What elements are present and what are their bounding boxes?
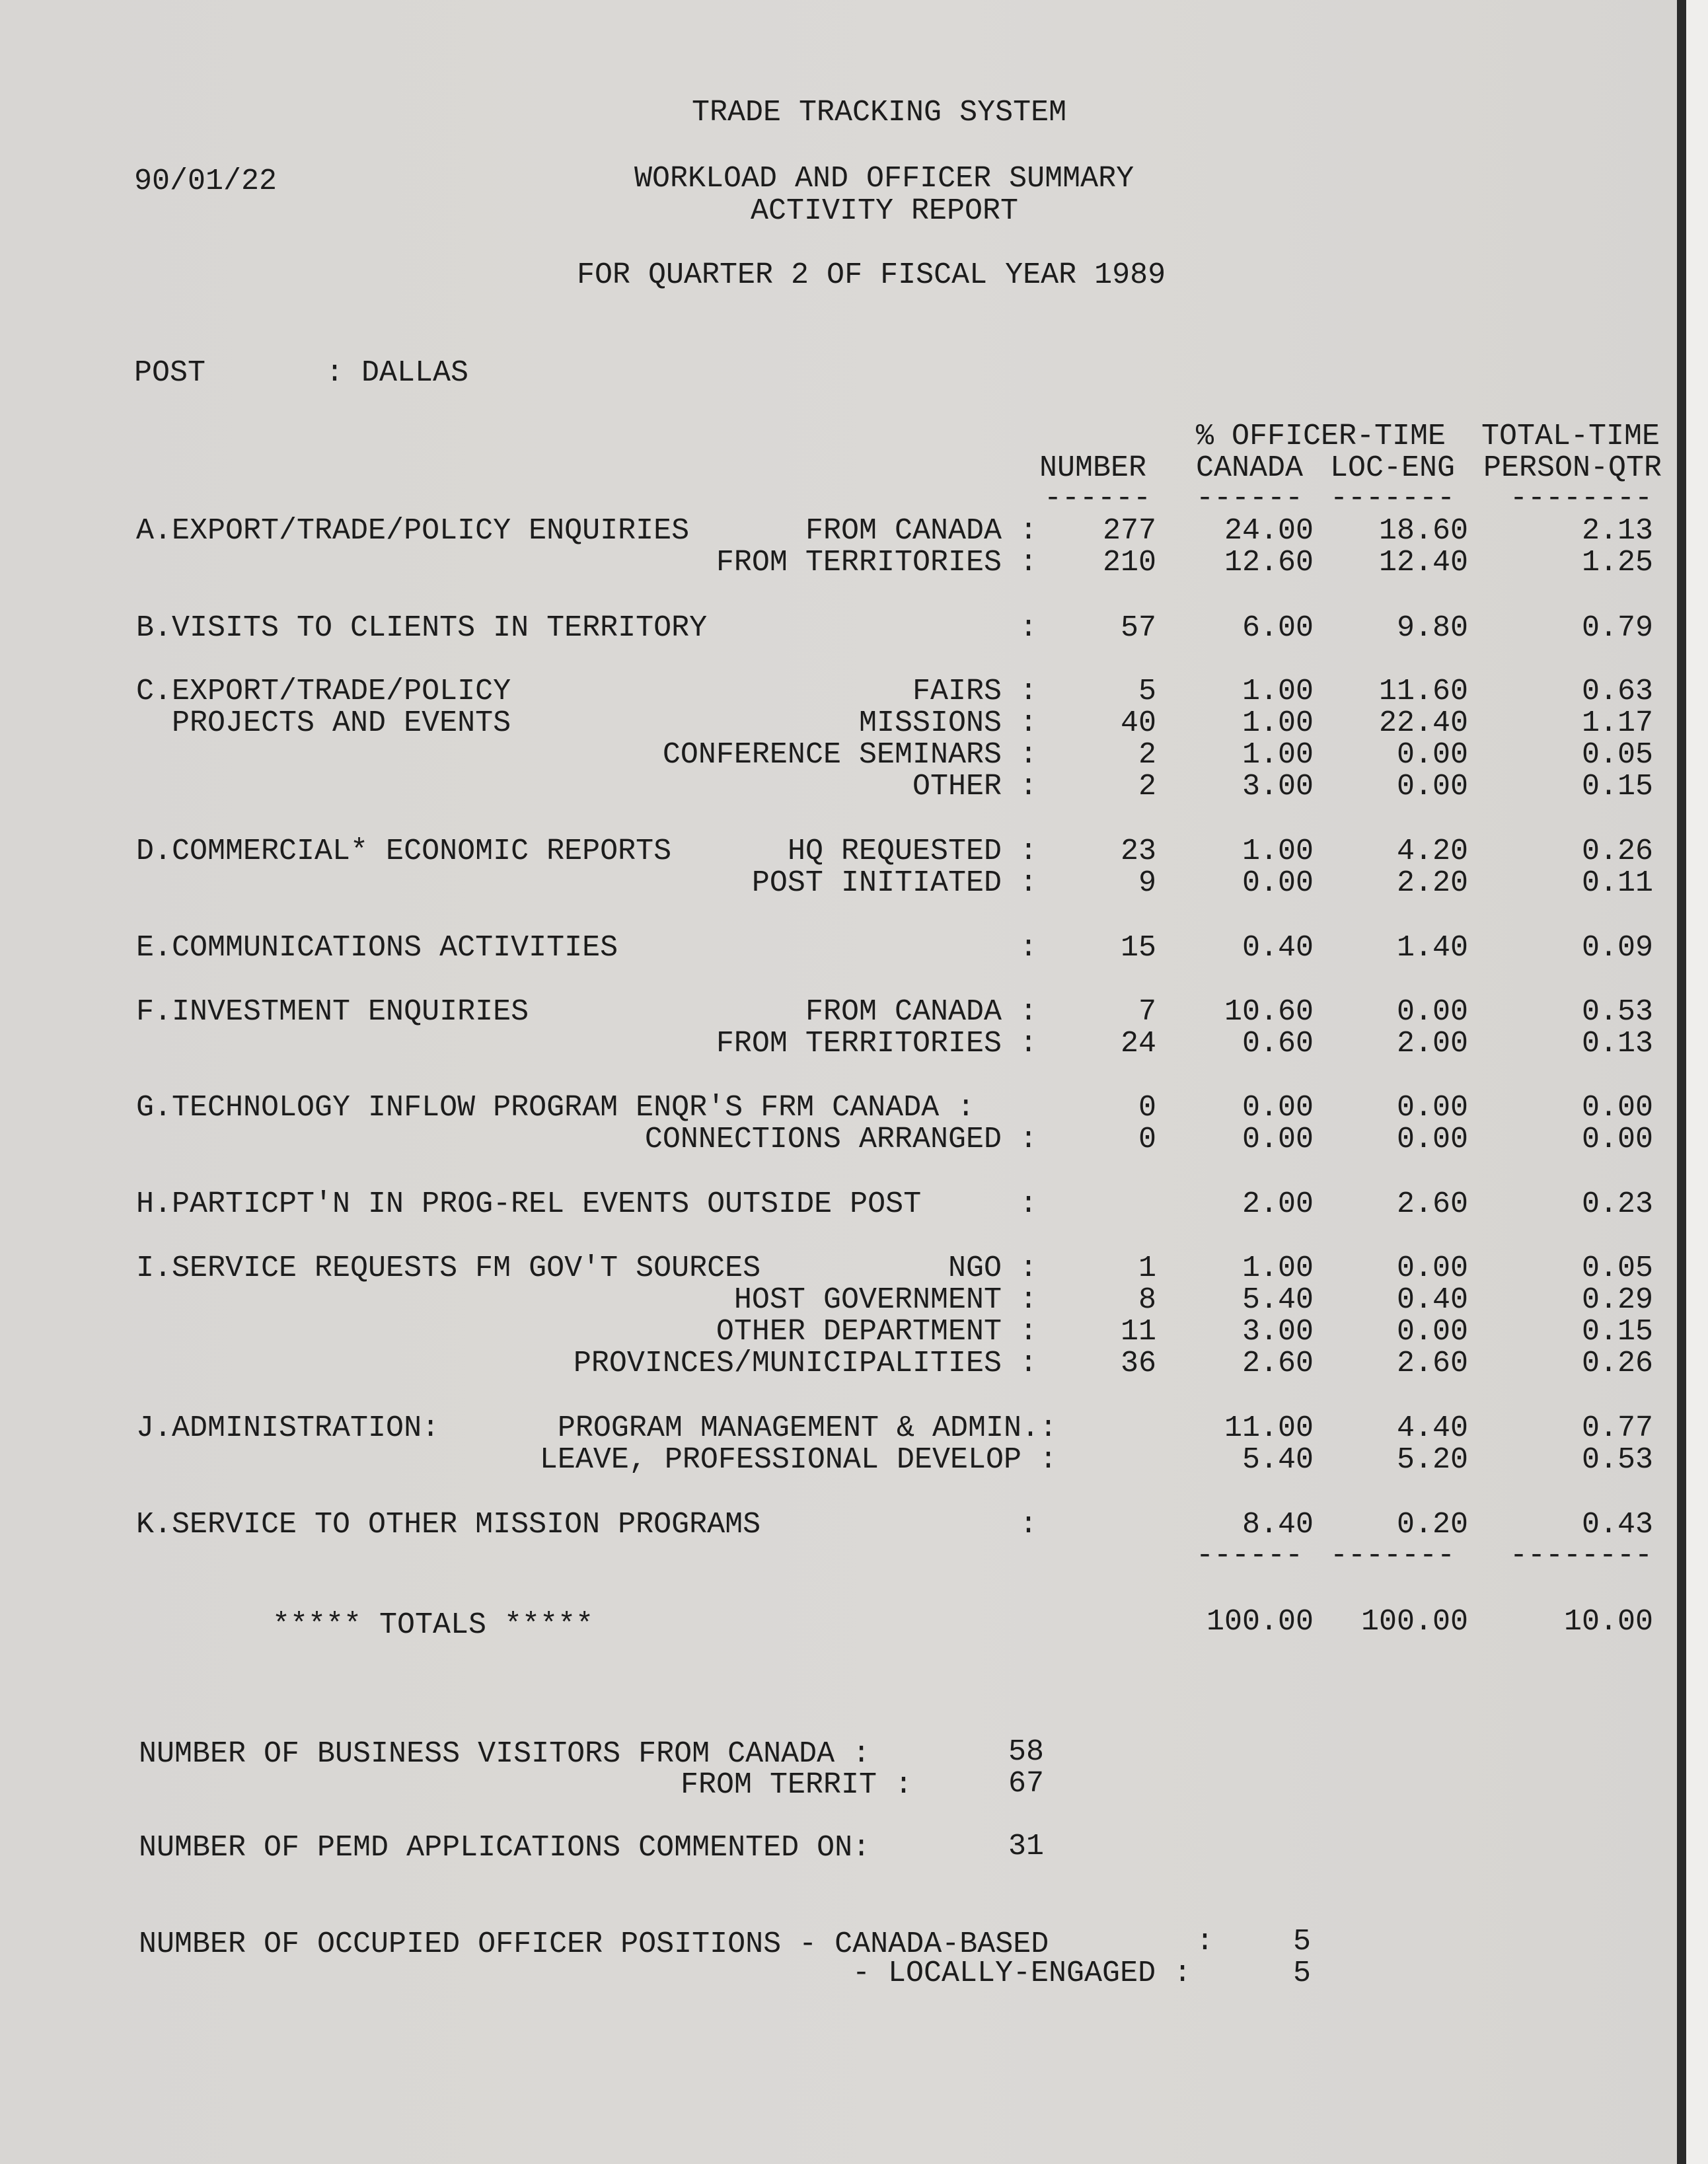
row-sublabel: FROM TERRITORIES : xyxy=(716,1027,1037,1061)
row-person-qtr: 0.26 xyxy=(1581,1347,1653,1380)
row-canada-pct: 0.00 xyxy=(1242,866,1314,900)
row-number: 0 xyxy=(1138,1123,1156,1156)
row-sublabel: POST INITIATED : xyxy=(751,866,1037,900)
row-loceng-pct: 0.00 xyxy=(1396,1123,1468,1156)
rule-loc-eng: ------- xyxy=(1330,482,1456,515)
row-number: 57 xyxy=(1120,611,1156,645)
rule-canada: ------ xyxy=(1196,482,1304,515)
row-person-qtr: 0.26 xyxy=(1581,835,1653,868)
totals-loc-eng: 100.00 xyxy=(1360,1605,1468,1639)
positions-label: NUMBER OF OCCUPIED OFFICER POSITIONS - CANADA-BASED xyxy=(139,1927,1049,1961)
row-person-qtr: 0.53 xyxy=(1581,1443,1653,1477)
page-edge-margin xyxy=(1686,0,1708,2164)
row-number: 0 xyxy=(1138,1091,1156,1125)
row-person-qtr: 0.09 xyxy=(1581,931,1653,965)
visitors-territ-label: FROM TERRIT : xyxy=(681,1768,913,1802)
row-number: 277 xyxy=(1102,514,1156,548)
row-canada-pct: 5.40 xyxy=(1242,1443,1314,1477)
row-person-qtr: 0.15 xyxy=(1581,770,1653,803)
row-loceng-pct: 2.00 xyxy=(1396,1027,1468,1061)
row-canada-pct: 0.60 xyxy=(1242,1027,1314,1061)
row-number: 36 xyxy=(1120,1347,1156,1380)
row-loceng-pct: 0.00 xyxy=(1396,1091,1468,1125)
row-loceng-pct: 4.20 xyxy=(1396,835,1468,868)
row-person-qtr: 0.00 xyxy=(1581,1091,1653,1125)
row-sublabel: FROM CANADA : xyxy=(805,514,1037,548)
row-sublabel: CONFERENCE SEMINARS : xyxy=(662,738,1037,772)
row-loceng-pct: 9.80 xyxy=(1396,611,1468,645)
header-officer-time: % OFFICER-TIME xyxy=(1196,420,1446,453)
row-loceng-pct: 0.00 xyxy=(1396,1315,1468,1349)
row-loceng-pct: 2.20 xyxy=(1396,866,1468,900)
page-edge-shadow xyxy=(1677,0,1686,2164)
row-sublabel: OTHER : xyxy=(912,770,1037,803)
row-number: 210 xyxy=(1102,546,1156,579)
post-label: POST xyxy=(134,356,206,390)
row-number: 2 xyxy=(1138,770,1156,803)
totals-label: ***** TOTALS ***** xyxy=(272,1608,594,1642)
row-loceng-pct: 11.60 xyxy=(1378,675,1468,708)
row-loceng-pct: 0.20 xyxy=(1396,1508,1468,1542)
totals-canada: 100.00 xyxy=(1206,1605,1314,1639)
row-canada-pct: 2.00 xyxy=(1242,1187,1314,1221)
row-sublabel: FROM CANADA : xyxy=(805,995,1037,1029)
row-sublabel: HQ REQUESTED : xyxy=(787,835,1037,868)
row-person-qtr: 0.05 xyxy=(1581,1251,1653,1285)
row-loceng-pct: 0.00 xyxy=(1396,770,1468,803)
header-total-time: TOTAL-TIME xyxy=(1481,420,1660,453)
post-value: : DALLAS xyxy=(326,356,469,390)
row-sublabel: FROM TERRITORIES : xyxy=(716,546,1037,579)
row-loceng-pct: 1.40 xyxy=(1396,931,1468,965)
row-sublabel: LEAVE, PROFESSIONAL DEVELOP : xyxy=(539,1443,1057,1477)
row-loceng-pct: 0.00 xyxy=(1396,738,1468,772)
row-sublabel: : xyxy=(1019,931,1037,965)
row-person-qtr: 0.53 xyxy=(1581,995,1653,1029)
report-period: FOR QUARTER 2 OF FISCAL YEAR 1989 xyxy=(577,258,1166,292)
totals-person-qtr: 10.00 xyxy=(1563,1605,1653,1639)
row-sublabel: : xyxy=(1019,1187,1037,1221)
row-person-qtr: 0.29 xyxy=(1581,1283,1653,1317)
row-category: J.ADMINISTRATION: xyxy=(136,1411,440,1445)
row-canada-pct: 1.00 xyxy=(1242,675,1314,708)
row-sublabel: CONNECTIONS ARRANGED : xyxy=(644,1123,1037,1156)
row-category: H.PARTICPT'N IN PROG-REL EVENTS OUTSIDE POST xyxy=(136,1187,922,1221)
row-category: B.VISITS TO CLIENTS IN TERRITORY xyxy=(136,611,708,645)
row-number: 40 xyxy=(1120,706,1156,740)
row-number: 9 xyxy=(1138,866,1156,900)
row-category: C.EXPORT/TRADE/POLICY xyxy=(136,675,511,708)
row-sublabel: HOST GOVERNMENT : xyxy=(733,1283,1037,1317)
row-person-qtr: 0.15 xyxy=(1581,1315,1653,1349)
row-category: E.COMMUNICATIONS ACTIVITIES xyxy=(136,931,618,965)
rule-person-qtr: -------- xyxy=(1510,482,1653,515)
row-number: 15 xyxy=(1120,931,1156,965)
row-loceng-pct: 5.20 xyxy=(1396,1443,1468,1477)
system-title: TRADE TRACKING SYSTEM xyxy=(692,96,1067,130)
header-person-qtr: PERSON-QTR xyxy=(1483,451,1662,485)
positions-cb-colon: : xyxy=(1196,1925,1214,1959)
header-loc-eng: LOC-ENG xyxy=(1330,451,1456,485)
row-loceng-pct: 2.60 xyxy=(1396,1187,1468,1221)
row-category: F.INVESTMENT ENQUIRIES xyxy=(136,995,529,1029)
row-number: 23 xyxy=(1120,835,1156,868)
row-number: 8 xyxy=(1138,1283,1156,1317)
row-sublabel: OTHER DEPARTMENT : xyxy=(716,1315,1037,1349)
positions-canada-based-value: 5 xyxy=(1292,1925,1311,1959)
report-subtitle: ACTIVITY REPORT xyxy=(751,194,1019,228)
row-category: I.SERVICE REQUESTS FM GOV'T SOURCES xyxy=(136,1251,761,1285)
row-category: G.TECHNOLOGY INFLOW PROGRAM ENQR'S FRM CANADA : xyxy=(136,1091,975,1125)
pemd-label: NUMBER OF PEMD APPLICATIONS COMMENTED ON: xyxy=(139,1831,871,1865)
row-canada-pct: 24.00 xyxy=(1224,514,1314,548)
row-person-qtr: 0.05 xyxy=(1581,738,1653,772)
row-number: 24 xyxy=(1120,1027,1156,1061)
row-loceng-pct: 0.00 xyxy=(1396,995,1468,1029)
row-person-qtr: 0.00 xyxy=(1581,1123,1653,1156)
row-category: D.COMMERCIAL* ECONOMIC REPORTS xyxy=(136,835,672,868)
row-canada-pct: 11.00 xyxy=(1224,1411,1314,1445)
row-canada-pct: 8.40 xyxy=(1242,1508,1314,1542)
row-category: K.SERVICE TO OTHER MISSION PROGRAMS xyxy=(136,1508,761,1542)
row-person-qtr: 2.13 xyxy=(1581,514,1653,548)
row-canada-pct: 1.00 xyxy=(1242,706,1314,740)
row-sublabel: FAIRS : xyxy=(912,675,1037,708)
row-sublabel: NGO : xyxy=(947,1251,1037,1285)
row-canada-pct: 6.00 xyxy=(1242,611,1314,645)
row-canada-pct: 12.60 xyxy=(1224,546,1314,579)
row-canada-pct: 3.00 xyxy=(1242,770,1314,803)
row-canada-pct: 1.00 xyxy=(1242,835,1314,868)
report-date: 90/01/22 xyxy=(134,165,278,198)
row-sublabel: : xyxy=(1019,611,1037,645)
row-person-qtr: 0.43 xyxy=(1581,1508,1653,1542)
row-canada-pct: 0.00 xyxy=(1242,1091,1314,1125)
row-category: A.EXPORT/TRADE/POLICY ENQUIRIES xyxy=(136,514,690,548)
rule-number: ------ xyxy=(1044,482,1152,515)
row-person-qtr: 0.77 xyxy=(1581,1411,1653,1445)
row-person-qtr: 0.13 xyxy=(1581,1027,1653,1061)
row-person-qtr: 1.25 xyxy=(1581,546,1653,579)
row-canada-pct: 5.40 xyxy=(1242,1283,1314,1317)
row-loceng-pct: 0.40 xyxy=(1396,1283,1468,1317)
positions-locally-engaged-value: 5 xyxy=(1292,1957,1311,1990)
row-loceng-pct: 12.40 xyxy=(1378,546,1468,579)
row-number: 11 xyxy=(1120,1315,1156,1349)
header-canada: CANADA xyxy=(1196,451,1304,485)
row-person-qtr: 0.63 xyxy=(1581,675,1653,708)
row-loceng-pct: 4.40 xyxy=(1396,1411,1468,1445)
row-loceng-pct: 22.40 xyxy=(1378,706,1468,740)
row-canada-pct: 1.00 xyxy=(1242,738,1314,772)
row-canada-pct: 0.40 xyxy=(1242,931,1314,965)
row-canada-pct: 1.00 xyxy=(1242,1251,1314,1285)
row-canada-pct: 2.60 xyxy=(1242,1347,1314,1380)
row-loceng-pct: 0.00 xyxy=(1396,1251,1468,1285)
row-sublabel: : xyxy=(1019,1508,1037,1542)
row-person-qtr: 0.11 xyxy=(1581,866,1653,900)
rule-total-canada: ------ xyxy=(1196,1539,1304,1573)
row-number: 2 xyxy=(1138,738,1156,772)
row-person-qtr: 0.79 xyxy=(1581,611,1653,645)
pemd-value: 31 xyxy=(1008,1830,1044,1863)
row-canada-pct: 0.00 xyxy=(1242,1123,1314,1156)
row-number: 1 xyxy=(1138,1251,1156,1285)
row-person-qtr: 0.23 xyxy=(1581,1187,1653,1221)
row-person-qtr: 1.17 xyxy=(1581,706,1653,740)
visitors-label: NUMBER OF BUSINESS VISITORS FROM CANADA : xyxy=(139,1737,871,1771)
rule-total-person-qtr: -------- xyxy=(1510,1539,1653,1573)
visitors-territ-value: 67 xyxy=(1008,1767,1044,1801)
positions-le-label: - LOCALLY-ENGAGED : xyxy=(852,1957,1192,1990)
row-loceng-pct: 18.60 xyxy=(1378,514,1468,548)
header-number: NUMBER xyxy=(1039,451,1147,485)
row-sublabel: PROVINCES/MUNICIPALITIES : xyxy=(573,1347,1037,1380)
row-loceng-pct: 2.60 xyxy=(1396,1347,1468,1380)
row-category: PROJECTS AND EVENTS xyxy=(136,706,511,740)
visitors-canada-value: 58 xyxy=(1008,1735,1044,1769)
row-sublabel: MISSIONS : xyxy=(858,706,1037,740)
row-number: 7 xyxy=(1138,995,1156,1029)
row-sublabel: PROGRAM MANAGEMENT & ADMIN.: xyxy=(557,1411,1057,1445)
row-number: 5 xyxy=(1138,675,1156,708)
report-title: WORKLOAD AND OFFICER SUMMARY xyxy=(634,162,1134,196)
rule-total-loc-eng: ------- xyxy=(1330,1539,1456,1573)
row-canada-pct: 3.00 xyxy=(1242,1315,1314,1349)
row-canada-pct: 10.60 xyxy=(1224,995,1314,1029)
